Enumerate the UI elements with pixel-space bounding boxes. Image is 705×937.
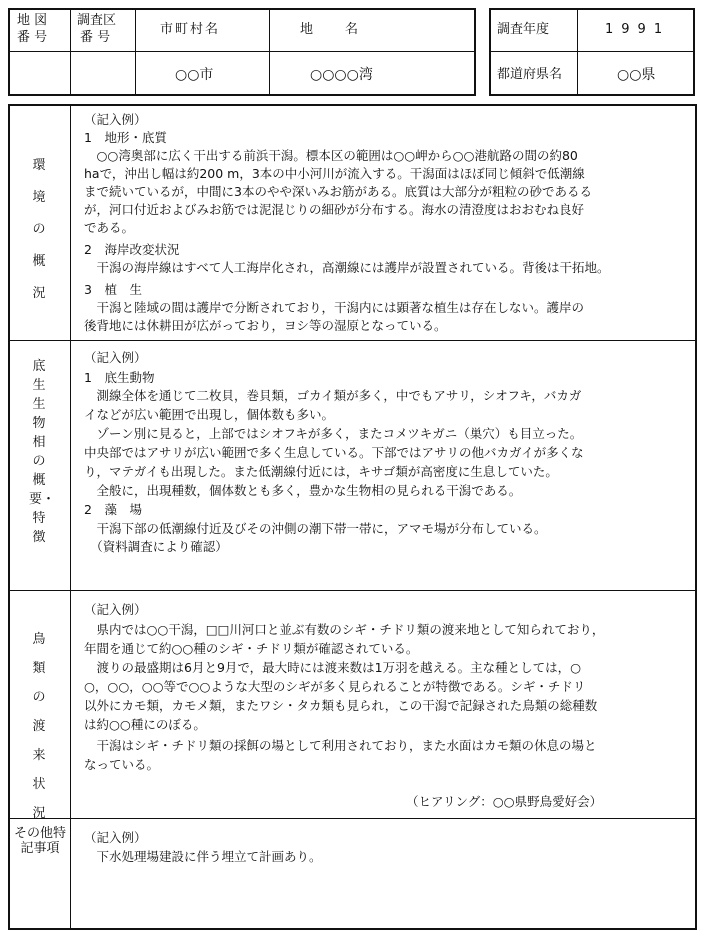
text-line: （記入例） (84, 830, 147, 845)
text-line: 2 海岸改変状況 (84, 242, 180, 257)
text-line: 2 藻 場 (84, 502, 142, 517)
text-line: 全般に，出現種数，個体数とも多く，豊かな生物相の見られる干潟である。 (84, 483, 522, 498)
text-line: （資料調査により確認） (84, 539, 228, 554)
bird-arrival-label: 鳥類の渡来状況 (32, 632, 46, 821)
area-number-label-2: 番 号 (80, 30, 111, 45)
divider (489, 51, 695, 52)
text-line: まで続いているが，中間に3本のやや深いみお筋がある。底質は大部分が粗粒の砂であるる (84, 184, 592, 199)
prefecture-value: ○○県 (617, 67, 656, 83)
text-line: （記入例） (84, 112, 147, 127)
survey-year-value: 1991 (605, 22, 671, 37)
divider (8, 51, 476, 52)
divider (577, 8, 578, 96)
text-line: 1 底生動物 (84, 370, 155, 385)
text-line: ゾーン別に見ると，上部ではシオフキが多く，またコメツキガニ（巣穴）も目立った。 (84, 426, 583, 441)
text-line: が，河口付近およびみお筋では泥混じりの細砂が分布する。海水の清澄度はおおむね良好 (84, 202, 585, 217)
text-line: は約○○種にのぼる。 (84, 717, 206, 732)
text-line: 下水処理場建設に伴う埋立て計画あり。 (84, 849, 322, 864)
text-line: 3 植 生 (84, 282, 142, 297)
other-notes-label: その他特記事項 (14, 826, 67, 856)
survey-year-label: 調査年度 (497, 22, 550, 37)
label-column-divider (70, 104, 71, 930)
divider (70, 8, 71, 96)
place-name-value: ○○○○湾 (310, 67, 373, 83)
text-line: なっている。 (84, 757, 160, 772)
text-line: 干潟の海岸線はすべて人工海岸化され，高潮線には護岸が設置されている。背後は干拓地。 (84, 260, 610, 275)
text-line: haで，沖出し幅は約200 m，3本の中小河川が流入する。干潟面はほぼ同じ傾斜で低潮線 (84, 166, 585, 181)
text-line: 渡りの最盛期は6月と9月で，最大時には渡来数は1万羽を越える。主な種としては，○ (84, 660, 582, 675)
text-line: 中央部ではアサリが広い範囲で多く生息している。下部ではアサリの他バカガイが多くな (84, 445, 584, 460)
place-name-label: 地 名 (300, 22, 361, 37)
text-line: 干潟と陸域の間は護岸で分断されており，干潟内には顕著な植生は存在しない。護岸の (84, 300, 585, 315)
text-line: 県内では○○干潟，□□川河口と並ぶ有数のシギ・チドリ類の渡来地として知られており， (84, 622, 605, 637)
text-line: （記入例） (84, 602, 147, 617)
source-note: （ヒアリング：○○県野鳥愛好会） (406, 794, 603, 809)
section-divider (8, 818, 697, 819)
section-divider (8, 590, 697, 591)
text-line: り，マテガイも出現した。また低潮線付近には，キサゴ類が高密度に生息していた。 (84, 464, 558, 479)
prefecture-label: 都道府県名 (497, 67, 563, 82)
map-number-label-1: 地 図 (17, 13, 48, 28)
text-line: 干潟はシギ・チドリ類の採餌の場として利用されており，また水面はカモ類の休息の場と (84, 738, 597, 753)
environment-overview-label: 環境の概況 (32, 158, 46, 301)
divider (135, 8, 136, 96)
divider (269, 8, 270, 96)
text-line: 干潟下部の低潮線付近及びその沖側の潮下帯一帯に，アマモ場が分布している。 (84, 521, 547, 536)
text-line: 測線全体を通じて二枚貝，巻貝類，ゴカイ類が多く，中でもアサリ，シオフキ，バカガ (84, 388, 582, 403)
text-line: 1 地形・底質 (84, 130, 167, 145)
section-divider (8, 340, 697, 341)
text-line: ○○湾奥部に広く干出する前浜干潟。標本区の範囲は○○岬から○○港航路の間の約80 (84, 148, 578, 163)
text-line: （記入例） (84, 350, 147, 365)
municipality-value: ○○市 (175, 67, 214, 83)
benthic-fauna-label: 底生生物相の概要・特徴 (29, 359, 56, 545)
municipality-label: 市町村名 (160, 22, 221, 37)
text-line: 後背地には休耕田が広がっており，ヨシ等の湿原となっている。 (84, 318, 447, 333)
map-number-label-2: 番 号 (17, 30, 48, 45)
text-line: 年間を通じて約○○種のシギ・チドリ類が確認されている。 (84, 641, 419, 656)
text-line: 以外にカモ類，カモメ類，またワシ・タカ類も見られ，この干潟で記録された鳥類の総種数 (84, 698, 598, 713)
text-line: である。 (84, 220, 135, 235)
area-number-label-1: 調査区 (77, 13, 117, 28)
text-line: ○，○○，○○等で○○ような大型のシギが多く見られることが特徴である。シギ・チドリ (84, 679, 586, 694)
text-line: イなどが広い範囲で出現し，個体数も多い。 (84, 407, 335, 422)
